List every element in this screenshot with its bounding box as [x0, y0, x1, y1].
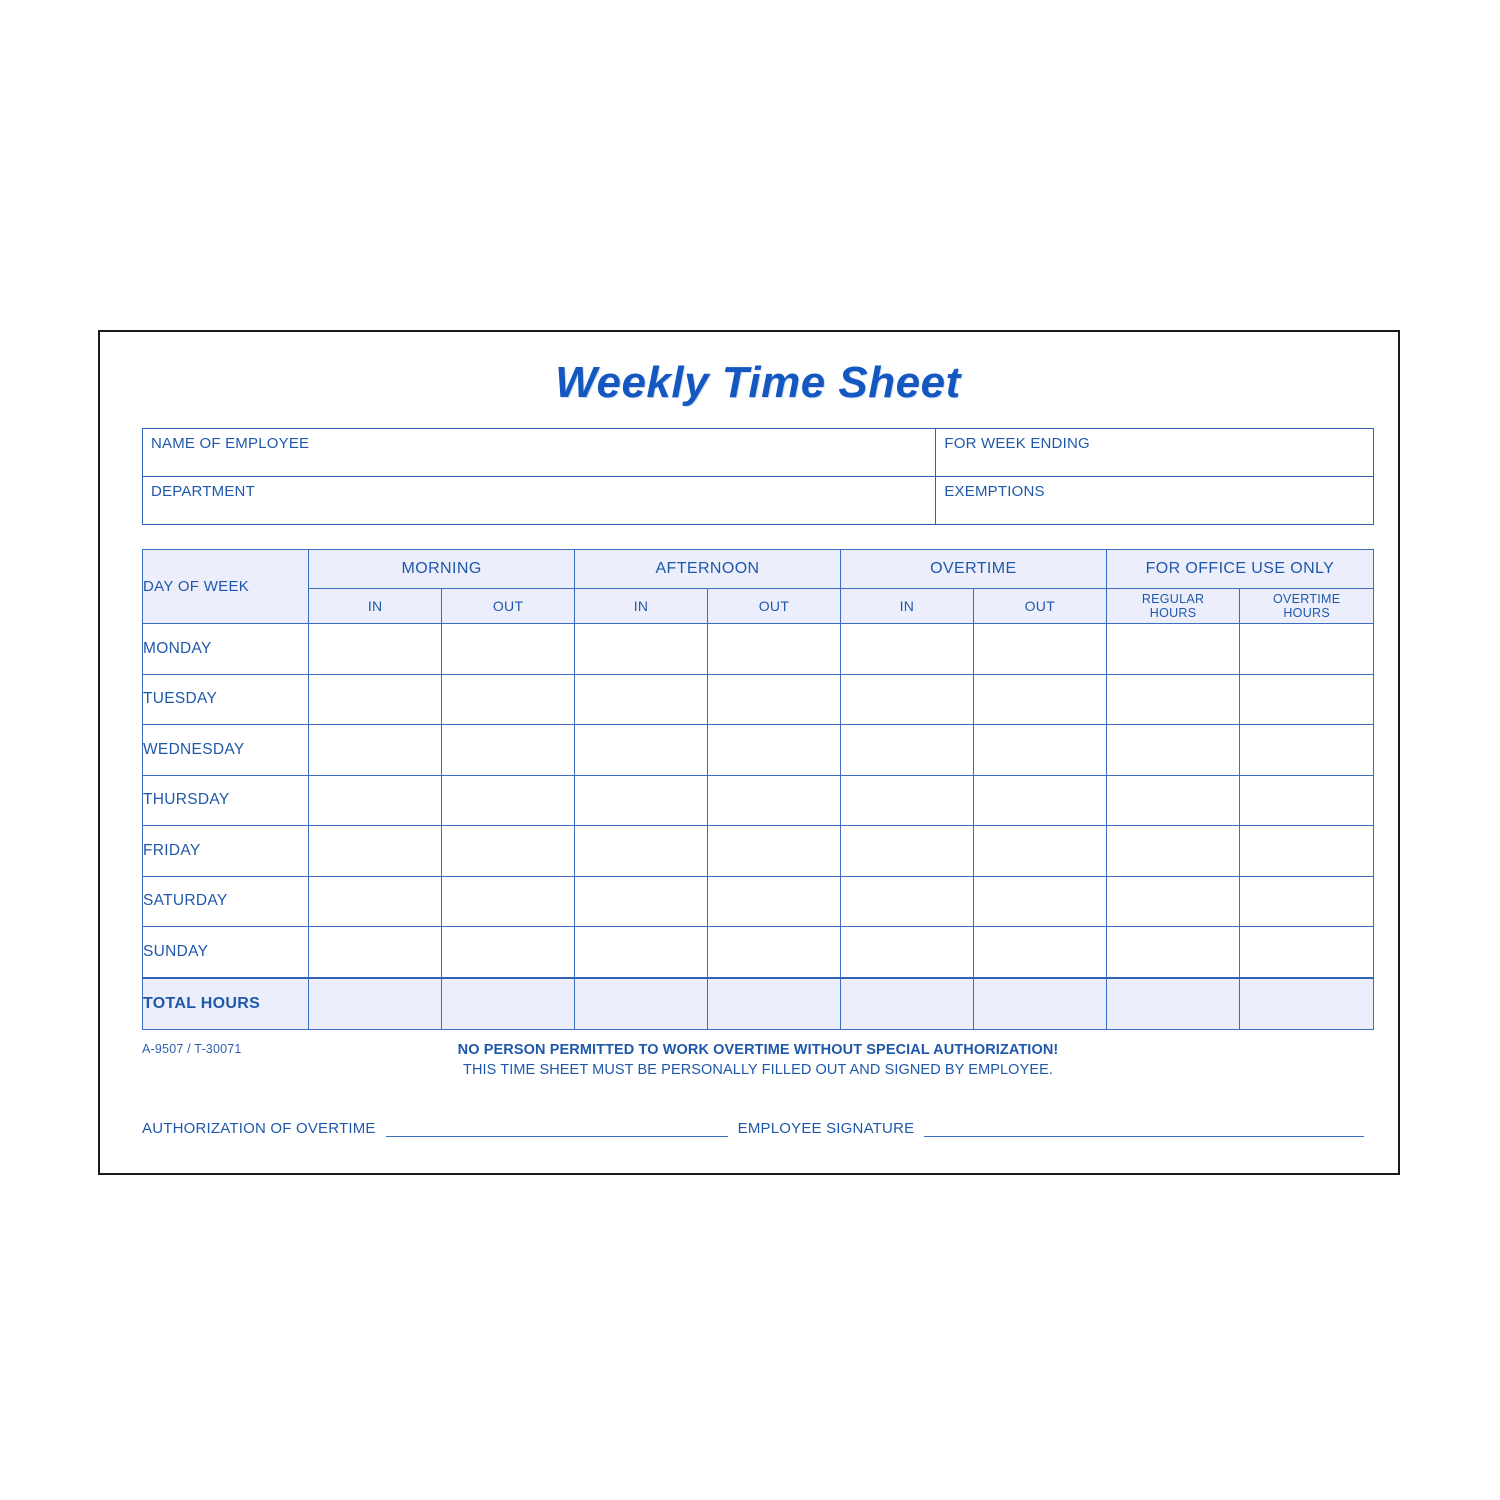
for-week-ending-label: FOR WEEK ENDING — [944, 435, 1090, 453]
department-label: DEPARTMENT — [151, 483, 255, 501]
overtime-warning-note: NO PERSON PERMITTED TO WORK OVERTIME WITHOUT SPECIAL AUTHORIZATION! — [457, 1041, 1059, 1058]
cell-wednesday-overtime-hours[interactable] — [1240, 725, 1374, 776]
header-regular-hours-line1: REGULAR — [1141, 591, 1205, 606]
cell-thursday-overtime-hours[interactable] — [1240, 775, 1374, 826]
cell-friday-morning-in[interactable] — [309, 826, 442, 877]
header-regular-hours — [1106, 589, 1240, 624]
table-row — [143, 624, 1374, 675]
cell-saturday-overtime-in[interactable] — [840, 876, 973, 927]
timesheet-table — [142, 549, 1374, 1030]
header-morning-out: OUT — [442, 589, 575, 624]
cell-friday-overtime-out[interactable] — [973, 826, 1106, 877]
table-row — [143, 927, 1374, 978]
cell-wednesday-overtime-in[interactable] — [840, 725, 973, 776]
cell-monday-overtime-hours[interactable] — [1240, 624, 1374, 675]
cell-wednesday-morning-in[interactable] — [309, 725, 442, 776]
name-of-employee-field[interactable] — [143, 429, 936, 476]
cell-tuesday-regular-hours[interactable] — [1106, 674, 1240, 725]
header-group-office-use: FOR OFFICE USE ONLY — [1106, 550, 1373, 589]
signature-row — [142, 1120, 1374, 1137]
cell-monday-afternoon-out[interactable] — [707, 624, 840, 675]
cell-monday-afternoon-in[interactable] — [575, 624, 708, 675]
table-header — [143, 550, 1374, 624]
cell-saturday-overtime-out[interactable] — [973, 876, 1106, 927]
cell-total-morning-out[interactable] — [442, 978, 575, 1030]
for-week-ending-field[interactable] — [936, 429, 1373, 476]
page-title: Weekly Time Sheet — [555, 358, 961, 407]
name-of-employee-label: NAME OF EMPLOYEE — [151, 435, 310, 453]
cell-sunday-afternoon-in[interactable] — [575, 927, 708, 978]
authorization-of-overtime-label: AUTHORIZATION OF OVERTIME — [142, 1119, 376, 1137]
employee-signature-line[interactable] — [924, 1122, 1364, 1137]
day-label-monday: MONDAY — [143, 624, 309, 675]
cell-monday-overtime-out[interactable] — [973, 624, 1106, 675]
identity-row-2 — [143, 476, 1373, 524]
header-overtime-hours-line2: HOURS — [1283, 606, 1330, 621]
cell-monday-overtime-in[interactable] — [840, 624, 973, 675]
header-overtime-in: IN — [840, 589, 973, 624]
cell-tuesday-afternoon-out[interactable] — [707, 674, 840, 725]
sheet-inner-content — [142, 360, 1374, 1137]
table-row — [143, 876, 1374, 927]
cell-monday-morning-out[interactable] — [442, 624, 575, 675]
header-group-morning: MORNING — [309, 550, 575, 589]
header-group-afternoon: AFTERNOON — [575, 550, 841, 589]
table-body — [143, 624, 1374, 1030]
total-hours-label: TOTAL HOURS — [143, 978, 309, 1030]
cell-tuesday-overtime-out[interactable] — [973, 674, 1106, 725]
header-afternoon-out: OUT — [707, 589, 840, 624]
cell-tuesday-overtime-hours[interactable] — [1240, 674, 1374, 725]
footer-notes-area — [142, 1036, 1374, 1098]
cell-saturday-overtime-hours[interactable] — [1240, 876, 1374, 927]
cell-friday-regular-hours[interactable] — [1106, 826, 1240, 877]
cell-tuesday-morning-out[interactable] — [442, 674, 575, 725]
cell-sunday-overtime-hours[interactable] — [1240, 927, 1374, 978]
day-label-tuesday: TUESDAY — [143, 674, 309, 725]
cell-total-regular-hours[interactable] — [1106, 978, 1240, 1030]
cell-sunday-afternoon-out[interactable] — [707, 927, 840, 978]
cell-total-overtime-hours[interactable] — [1240, 978, 1374, 1030]
cell-sunday-overtime-in[interactable] — [840, 927, 973, 978]
day-label-thursday: THURSDAY — [143, 775, 309, 826]
day-label-friday: FRIDAY — [143, 826, 309, 877]
cell-total-afternoon-in[interactable] — [575, 978, 708, 1030]
form-code: A-9507 / T-30071 — [142, 1041, 242, 1056]
header-overtime-out: OUT — [973, 589, 1106, 624]
cell-saturday-afternoon-out[interactable] — [707, 876, 840, 927]
header-sub-row — [143, 589, 1374, 624]
signature-requirement-note: THIS TIME SHEET MUST BE PERSONALLY FILLED OUT AND SIGNED BY EMPLOYEE. — [462, 1061, 1054, 1078]
cell-sunday-overtime-out[interactable] — [973, 927, 1106, 978]
cell-monday-regular-hours[interactable] — [1106, 624, 1240, 675]
employee-identity-block — [142, 428, 1374, 525]
header-morning-in: IN — [309, 589, 442, 624]
cell-friday-afternoon-out[interactable] — [707, 826, 840, 877]
cell-sunday-regular-hours[interactable] — [1106, 927, 1240, 978]
cell-sunday-morning-out[interactable] — [442, 927, 575, 978]
table-row — [143, 674, 1374, 725]
cell-total-overtime-out[interactable] — [973, 978, 1106, 1030]
header-regular-hours-line2: HOURS — [1149, 606, 1197, 621]
authorization-of-overtime-line[interactable] — [386, 1122, 728, 1137]
cell-saturday-afternoon-in[interactable] — [575, 876, 708, 927]
day-label-wednesday: WEDNESDAY — [143, 725, 309, 776]
header-group-overtime: OVERTIME — [840, 550, 1106, 589]
cell-wednesday-afternoon-out[interactable] — [707, 725, 840, 776]
cell-wednesday-regular-hours[interactable] — [1106, 725, 1240, 776]
exemptions-label: EXEMPTIONS — [944, 483, 1045, 501]
header-group-row — [143, 550, 1374, 589]
cell-wednesday-afternoon-in[interactable] — [575, 725, 708, 776]
cell-saturday-morning-out[interactable] — [442, 876, 575, 927]
employee-signature-label: EMPLOYEE SIGNATURE — [737, 1119, 915, 1137]
cell-thursday-morning-in[interactable] — [309, 775, 442, 826]
cell-tuesday-afternoon-in[interactable] — [575, 674, 708, 725]
table-row — [143, 826, 1374, 877]
cell-thursday-overtime-out[interactable] — [973, 775, 1106, 826]
day-label-sunday: SUNDAY — [143, 927, 309, 978]
exemptions-field[interactable] — [936, 477, 1373, 524]
header-overtime-hours-line1: OVERTIME — [1272, 591, 1341, 606]
header-day-of-week: DAY OF WEEK — [143, 550, 309, 624]
identity-row-1 — [143, 429, 1373, 476]
total-hours-row — [143, 978, 1374, 1030]
cell-total-overtime-in[interactable] — [840, 978, 973, 1030]
cell-tuesday-morning-in[interactable] — [309, 674, 442, 725]
cell-friday-overtime-hours[interactable] — [1240, 826, 1374, 877]
table-row — [143, 725, 1374, 776]
cell-wednesday-overtime-out[interactable] — [973, 725, 1106, 776]
cell-sunday-morning-in[interactable] — [309, 927, 442, 978]
cell-thursday-regular-hours[interactable] — [1106, 775, 1240, 826]
department-field[interactable] — [143, 477, 936, 524]
cell-thursday-morning-out[interactable] — [442, 775, 575, 826]
cell-friday-afternoon-in[interactable] — [575, 826, 708, 877]
cell-friday-overtime-in[interactable] — [840, 826, 973, 877]
notes-center — [142, 1036, 1374, 1081]
cell-thursday-afternoon-in[interactable] — [575, 775, 708, 826]
cell-thursday-overtime-in[interactable] — [840, 775, 973, 826]
day-label-saturday: SATURDAY — [143, 876, 309, 927]
cell-saturday-regular-hours[interactable] — [1106, 876, 1240, 927]
table-row — [143, 775, 1374, 826]
cell-total-afternoon-out[interactable] — [707, 978, 840, 1030]
cell-thursday-afternoon-out[interactable] — [707, 775, 840, 826]
cell-wednesday-morning-out[interactable] — [442, 725, 575, 776]
header-afternoon-in: IN — [575, 589, 708, 624]
header-overtime-hours — [1240, 589, 1374, 624]
time-sheet-document — [98, 330, 1400, 1175]
cell-monday-morning-in[interactable] — [309, 624, 442, 675]
cell-friday-morning-out[interactable] — [442, 826, 575, 877]
cell-saturday-morning-in[interactable] — [309, 876, 442, 927]
cell-total-morning-in[interactable] — [309, 978, 442, 1030]
cell-tuesday-overtime-in[interactable] — [840, 674, 973, 725]
